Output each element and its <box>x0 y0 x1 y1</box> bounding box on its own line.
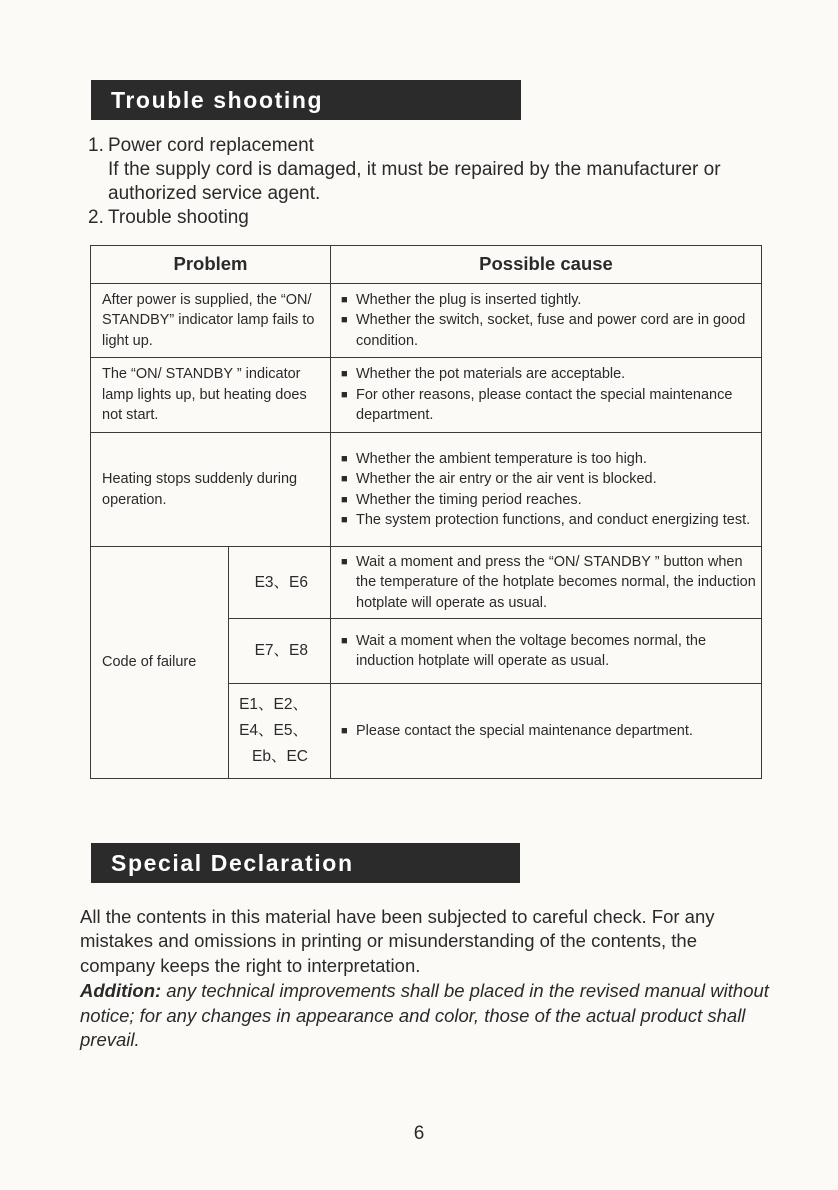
bullet-square-icon: ■ <box>341 493 348 506</box>
cause-text: For other reasons, please contact the special maintenance department. <box>356 386 733 424</box>
cause-bullet <box>341 449 757 470</box>
special-declaration-heading: Special Declaration <box>91 843 520 883</box>
bullet-square-icon: ■ <box>341 452 348 465</box>
cause-text: The system protection functions, and conduct energizing test. <box>356 512 751 528</box>
list-number: 2. <box>88 207 104 228</box>
table-header-row <box>91 246 762 284</box>
bullet-square-icon: ■ <box>341 724 348 737</box>
addition-label: Addition: <box>80 980 162 1002</box>
cause-text: Whether the switch, socket, fuse and power cord are in good condition. <box>356 312 746 349</box>
cause-text: Please contact the special maintenance department. <box>356 722 693 739</box>
cause-text: Whether the timing period reaches. <box>356 491 582 508</box>
cause-text: Whether the plug is inserted tightly. <box>356 291 582 308</box>
bullet-square-icon: ■ <box>341 473 348 485</box>
cause-text: Wait a moment and press the “ON/ STANDBY ” button when the temperature of the hotplate becomes normal, the induction hotplate will operate as usual. <box>356 553 756 611</box>
failure-code-cell: E3、E6 <box>229 547 331 619</box>
cause-bullet <box>341 385 757 426</box>
failure-code-line: E1、E2、 <box>239 696 308 713</box>
trouble-shooting-title: Trouble shooting <box>108 207 249 228</box>
cause-bullet <box>341 552 757 614</box>
table-row <box>91 358 762 433</box>
failure-code-cell: E7、E8 <box>229 619 331 684</box>
cause-cell <box>331 358 762 433</box>
cause-cell <box>331 619 762 684</box>
cause-bullet <box>341 469 757 490</box>
cause-bullet <box>341 310 757 351</box>
addition-paragraph <box>80 979 770 1052</box>
trouble-shooting-table <box>90 245 762 779</box>
list-item <box>88 206 768 230</box>
bullet-square-icon: ■ <box>341 634 348 647</box>
cause-bullet <box>341 631 757 672</box>
addition-text: any technical improvements shall be placed in the revised manual without notice; for any changes in appearance and color, those of the actual product shall prevail. <box>80 980 769 1051</box>
problem-header: Problem <box>91 246 331 284</box>
cause-header: Possible cause <box>331 246 762 284</box>
failure-code-line: Eb、EC <box>252 748 308 765</box>
trouble-shooting-heading: Trouble shooting <box>91 80 521 120</box>
declaration-text <box>80 905 770 1052</box>
cause-text: Whether the ambient temperature is too high. <box>356 450 647 467</box>
cause-cell <box>331 547 762 619</box>
cause-bullet <box>341 364 757 385</box>
failure-code-line: E4、E5、 <box>239 722 308 739</box>
table-row <box>91 284 762 358</box>
bullet-square-icon: ■ <box>341 293 348 306</box>
table-row <box>91 547 762 619</box>
declaration-paragraph: All the contents in this material have been subjected to careful check. For any mistakes and omissions in printing or misunderstanding of the contents, the company keeps the right to interpretation. <box>80 906 715 976</box>
cause-cell <box>331 284 762 358</box>
code-of-failure-cell: Code of failure <box>91 547 229 779</box>
bullet-square-icon: ■ <box>341 555 348 568</box>
bullet-square-icon: ■ <box>341 314 348 327</box>
cause-cell <box>331 684 762 779</box>
cause-bullet <box>341 490 757 511</box>
page-number: 6 <box>413 1123 425 1144</box>
table-row <box>91 433 762 547</box>
problem-cell: After power is supplied, the “ON/ STANDBY” indicator lamp fails to light up. <box>91 284 331 358</box>
bullet-square-icon: ■ <box>341 514 348 526</box>
problem-cell: Heating stops suddenly during operation. <box>91 433 331 547</box>
power-cord-title: Power cord replacement <box>108 135 314 156</box>
bullet-square-icon: ■ <box>341 368 348 381</box>
cause-text: Whether the air entry or the air vent is blocked. <box>356 471 657 487</box>
bullet-square-icon: ■ <box>341 388 348 401</box>
cause-bullet <box>341 290 757 311</box>
power-cord-text: If the supply cord is damaged, it must be repaired by the manufacturer or authorized service agent. <box>108 159 721 204</box>
cause-bullet <box>341 721 757 742</box>
cause-text: Wait a moment when the voltage becomes normal, the induction hotplate will operate as usual. <box>356 632 707 669</box>
cause-cell <box>331 433 762 547</box>
instruction-list <box>88 134 768 230</box>
cause-text: Whether the pot materials are acceptable. <box>356 366 626 383</box>
list-number: 1. <box>88 135 104 156</box>
problem-cell: The “ON/ STANDBY ” indicator lamp lights up, but heating does not start. <box>91 358 331 433</box>
failure-code-cell <box>229 684 331 779</box>
list-item <box>88 134 768 158</box>
cause-bullet <box>341 510 757 531</box>
